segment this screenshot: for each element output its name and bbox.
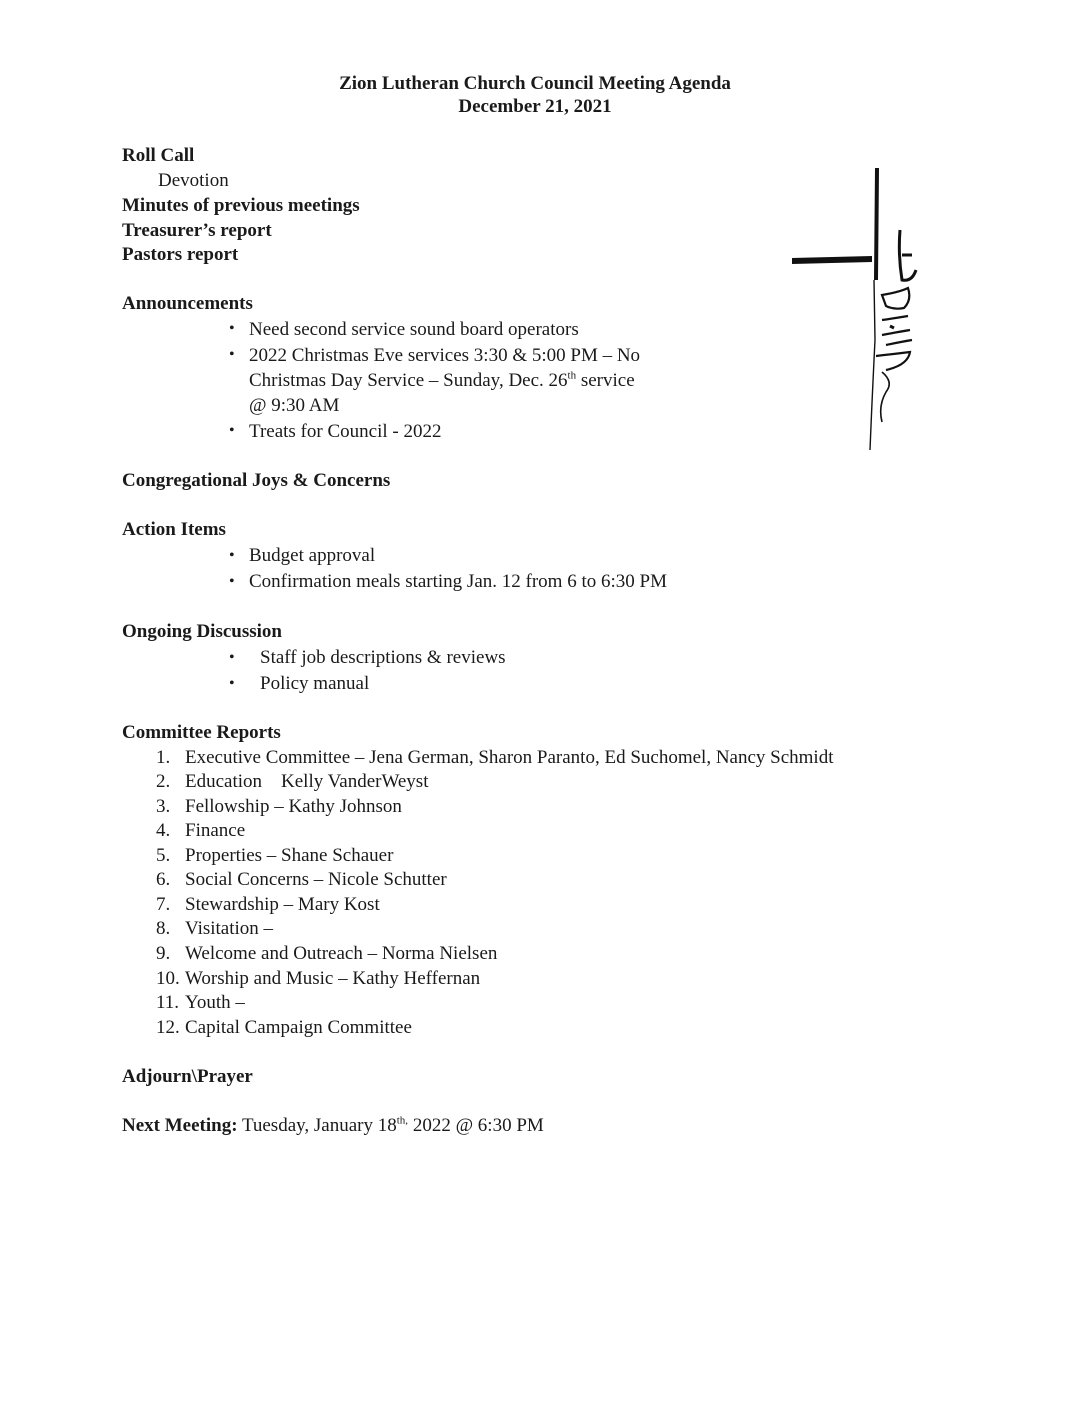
discussion-item: Staff job descriptions & reviews xyxy=(260,647,506,668)
action-item: Confirmation meals starting Jan. 12 from 6 to 6:30 PM xyxy=(249,571,667,592)
list-number: 2. xyxy=(156,771,171,792)
bullet-icon: • xyxy=(229,573,235,590)
roll-call-heading: Roll Call xyxy=(122,145,195,166)
committee-item: Youth – xyxy=(185,992,245,1013)
action-item: Budget approval xyxy=(249,545,376,566)
committee-item: Welcome and Outreach – Norma Nielsen xyxy=(185,943,498,964)
list-number: 9. xyxy=(156,943,171,964)
committee-item: Visitation – xyxy=(185,918,274,939)
announcement-item-continued: Christmas Day Service – Sunday, Dec. 26th service xyxy=(249,369,635,391)
faith-cross-icon xyxy=(790,160,920,460)
list-number: 3. xyxy=(156,796,171,817)
announcement-item: Need second service sound board operators xyxy=(249,319,579,340)
devotion-item: Devotion xyxy=(158,170,229,191)
list-number: 1. xyxy=(156,747,171,768)
list-number: 11. xyxy=(156,992,180,1013)
ongoing-discussion-heading: Ongoing Discussion xyxy=(122,621,282,642)
committee-item: Fellowship – Kathy Johnson xyxy=(185,796,402,817)
bullet-icon: • xyxy=(229,649,235,666)
adjourn-prayer-heading: Adjourn\Prayer xyxy=(122,1066,253,1087)
bullet-icon: • xyxy=(229,320,235,337)
joys-concerns-heading: Congregational Joys & Concerns xyxy=(122,470,391,491)
minutes-heading: Minutes of previous meetings xyxy=(122,195,360,216)
list-number: 10. xyxy=(156,968,180,989)
pastors-heading: Pastors report xyxy=(122,244,239,265)
committee-item: Worship and Music – Kathy Heffernan xyxy=(185,968,481,989)
announcement-item-continued: @ 9:30 AM xyxy=(249,395,340,416)
document-title: Zion Lutheran Church Council Meeting Agenda xyxy=(339,73,731,94)
committee-item: Finance xyxy=(185,820,246,841)
bullet-icon: • xyxy=(229,547,235,564)
list-number: 4. xyxy=(156,820,171,841)
committee-item: Executive Committee – Jena German, Sharon Paranto, Ed Suchomel, Nancy Schmidt xyxy=(185,747,834,768)
action-items-heading: Action Items xyxy=(122,519,226,540)
list-number: 7. xyxy=(156,894,171,915)
list-number: 8. xyxy=(156,918,171,939)
committee-item: Social Concerns – Nicole Schutter xyxy=(185,869,447,890)
list-number: 12. xyxy=(156,1017,180,1038)
committee-item: Properties – Shane Schauer xyxy=(185,845,394,866)
discussion-item: Policy manual xyxy=(260,673,370,694)
bullet-icon: • xyxy=(229,675,235,692)
document-date: December 21, 2021 xyxy=(458,96,612,117)
committee-reports-heading: Committee Reports xyxy=(122,722,281,743)
list-number: 6. xyxy=(156,869,171,890)
committee-item: Capital Campaign Committee xyxy=(185,1017,412,1038)
announcement-item: Treats for Council - 2022 xyxy=(249,421,442,442)
treasurer-heading: Treasurer’s report xyxy=(122,220,272,241)
bullet-icon: • xyxy=(229,346,235,363)
committee-item: Stewardship – Mary Kost xyxy=(185,894,380,915)
list-number: 5. xyxy=(156,845,171,866)
next-meeting-label: Next Meeting: xyxy=(122,1115,238,1136)
next-meeting-line: Next Meeting: Tuesday, January $18^{th,}$ 2022 @ 6:30 PM xyxy=(122,1114,544,1136)
announcement-item: 2022 Christmas Eve services 3:30 & 5:00 PM – No xyxy=(249,345,641,366)
committee-item: Education Kelly VanderWeyst xyxy=(185,771,429,792)
bullet-icon: • xyxy=(229,422,235,439)
announcements-heading: Announcements xyxy=(122,293,253,314)
